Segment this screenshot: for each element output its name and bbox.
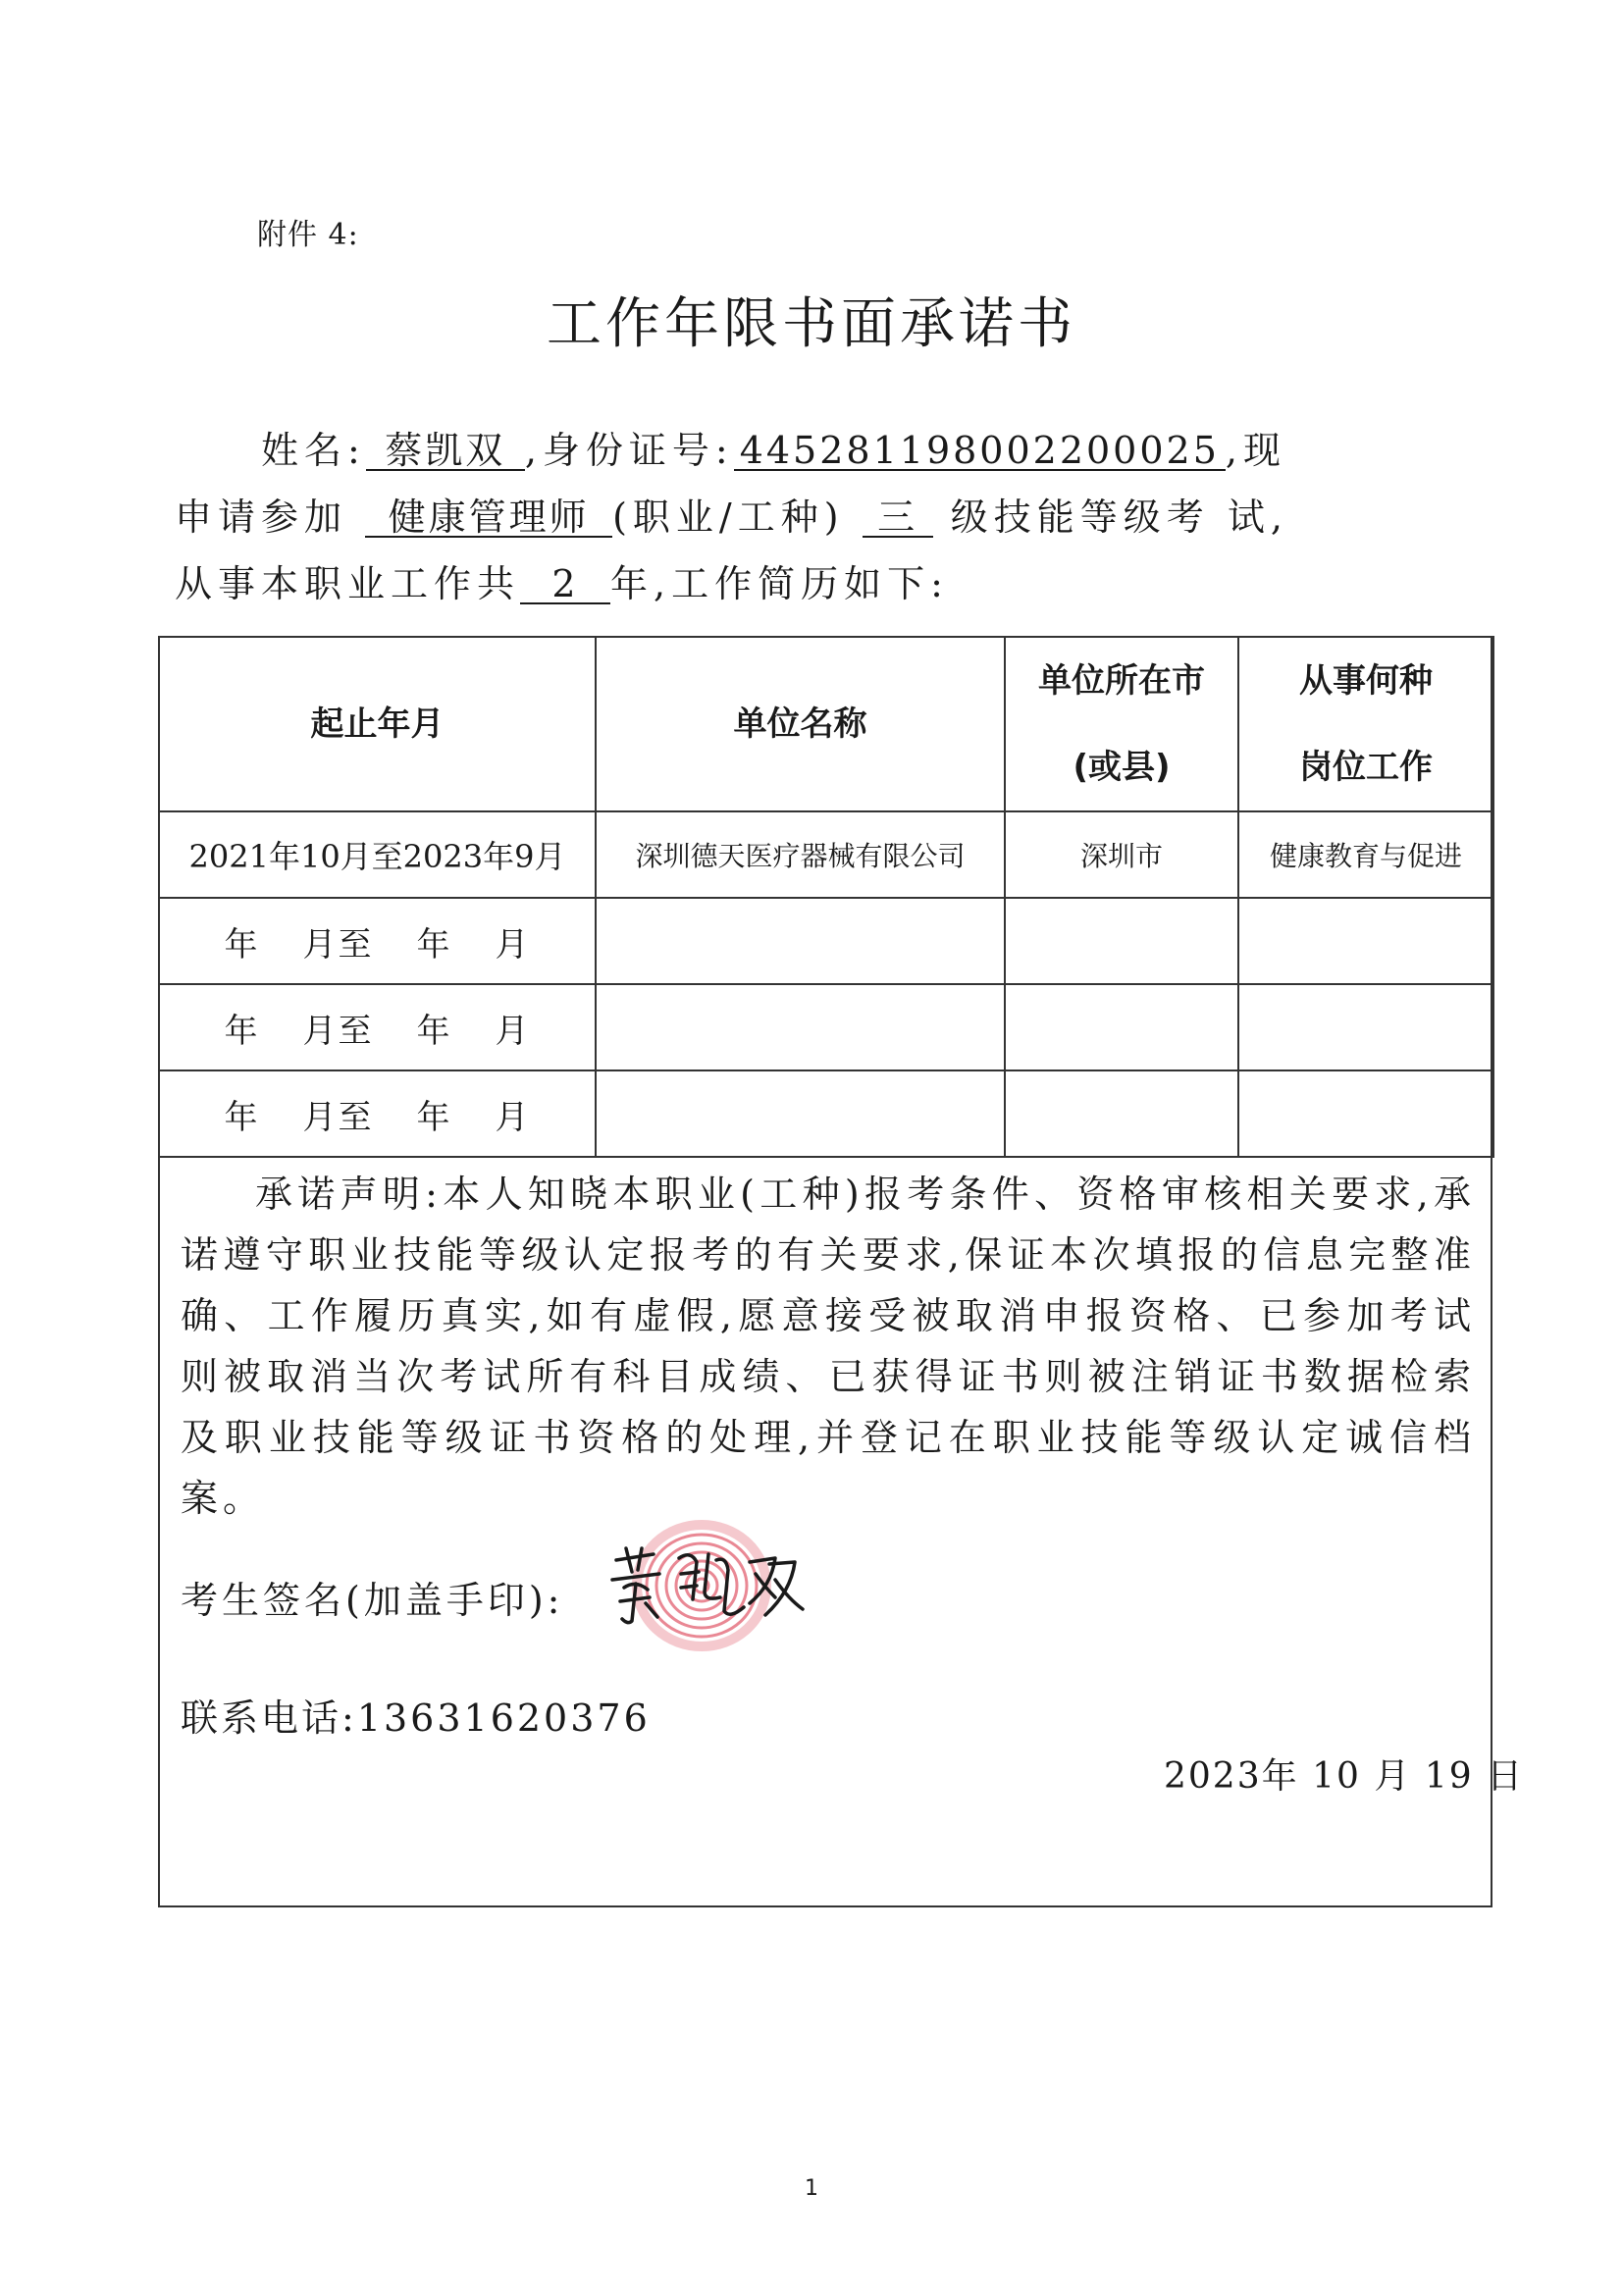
blank-month-to: 月至 [302,924,374,965]
date-year-unit: 年 [1261,1756,1299,1797]
header-position-line2: 岗位工作 [1299,748,1433,787]
table-row [159,1070,1493,1157]
row-blank-period [159,1070,596,1157]
contact-phone [181,1688,651,1742]
table-row [159,984,1493,1070]
table-row [159,898,1493,984]
row-city: 深圳市 [1005,811,1238,898]
date-month: 10 [1312,1756,1361,1797]
occupation-value: 健康管理师 [365,498,612,538]
row-unit [596,1070,1005,1157]
row-unit [596,984,1005,1070]
blank-month: 月 [495,1011,531,1051]
work-history-table [158,636,1494,1158]
date-day-unit: 日 [1487,1756,1525,1797]
header-city [1005,637,1238,811]
row-city [1005,1070,1238,1157]
intro-line1-end: ,现 [1225,429,1286,472]
header-city-line1: 单位所在市 [1038,661,1205,701]
blank-month-to: 月至 [302,1097,374,1137]
row-position [1238,898,1493,984]
name-label: 姓名: [261,429,366,472]
row-position [1238,984,1493,1070]
id-number-value: 445281198002200025 [734,432,1226,471]
signature-label: 考生签名(加盖手印): [181,1579,564,1622]
blank-year: 年 [224,1011,260,1051]
blank-month-to: 月至 [302,1011,374,1051]
header-city-line2: (或县) [1073,748,1171,787]
blank-month: 月 [495,1097,531,1137]
date-month-unit: 月 [1374,1756,1412,1797]
years-label: 从事本职业工作共 [175,562,521,605]
row-city [1005,898,1238,984]
blank-year2: 年 [416,924,452,965]
id-label: ,身份证号: [524,429,734,472]
blank-month: 月 [495,924,531,965]
date-year: 2023 [1164,1756,1262,1797]
header-period: 起止年月 [159,637,596,811]
signing-date [1164,1748,1524,1799]
occupation-suffix: (职业/工种) [612,496,845,539]
document-title: 工作年限书面承诺书 [547,292,1076,356]
intro-line-3 [175,562,949,605]
blank-year: 年 [224,1097,260,1137]
blank-year2: 年 [416,1097,452,1137]
phone-number: 13631620376 [356,1696,651,1740]
row-unit: 深圳德天医疗器械有限公司 [596,811,1005,898]
row-city [1005,984,1238,1070]
date-day: 19 [1424,1756,1474,1797]
intro-line-1 [261,429,1286,472]
header-position [1238,637,1493,811]
row-position [1238,1070,1493,1157]
blank-year2: 年 [416,1011,452,1051]
row-blank-period [159,984,596,1070]
years-value: 2 [520,565,610,604]
apply-label: 申请参加 [175,496,348,539]
row-period: 2021年10月至2023年9月 [159,811,596,898]
name-value: 蔡凯双 [366,432,525,471]
intro-line-2 [175,498,1288,538]
level-suffix: 级技能等级考 试, [950,496,1288,539]
header-position-line1: 从事何种 [1299,661,1433,701]
table-row [159,811,1493,898]
row-blank-period [159,898,596,984]
level-value: 三 [863,498,933,538]
page-number: 1 [805,2176,818,2201]
row-position: 健康教育与促进 [1238,811,1493,898]
row-unit [596,898,1005,984]
handwritten-signature [602,1540,809,1629]
header-unit-name: 单位名称 [596,637,1005,811]
attachment-label: 附件 4: [257,218,359,252]
years-suffix: 年,工作简历如下: [610,562,949,605]
table-header-row [159,637,1493,811]
blank-year: 年 [224,924,260,965]
commitment-declaration: 承诺声明:本人知晓本职业(工种)报考条件、资格审核相关要求,承诺遵守职业技能等级认定报考的有关要求,保证本次填报的信息完整准确、工作履历真实,如有虚假,愿意接受被取消申报资格、已参加考试则被取消当次考试所有科目成绩、已获得证书则被注销证书数据检索及职业技能等级证书资格的处理,并登记在职业技能等级认定诚信档案。 [181,1173,1476,1520]
phone-label: 联系电话: [181,1696,357,1740]
